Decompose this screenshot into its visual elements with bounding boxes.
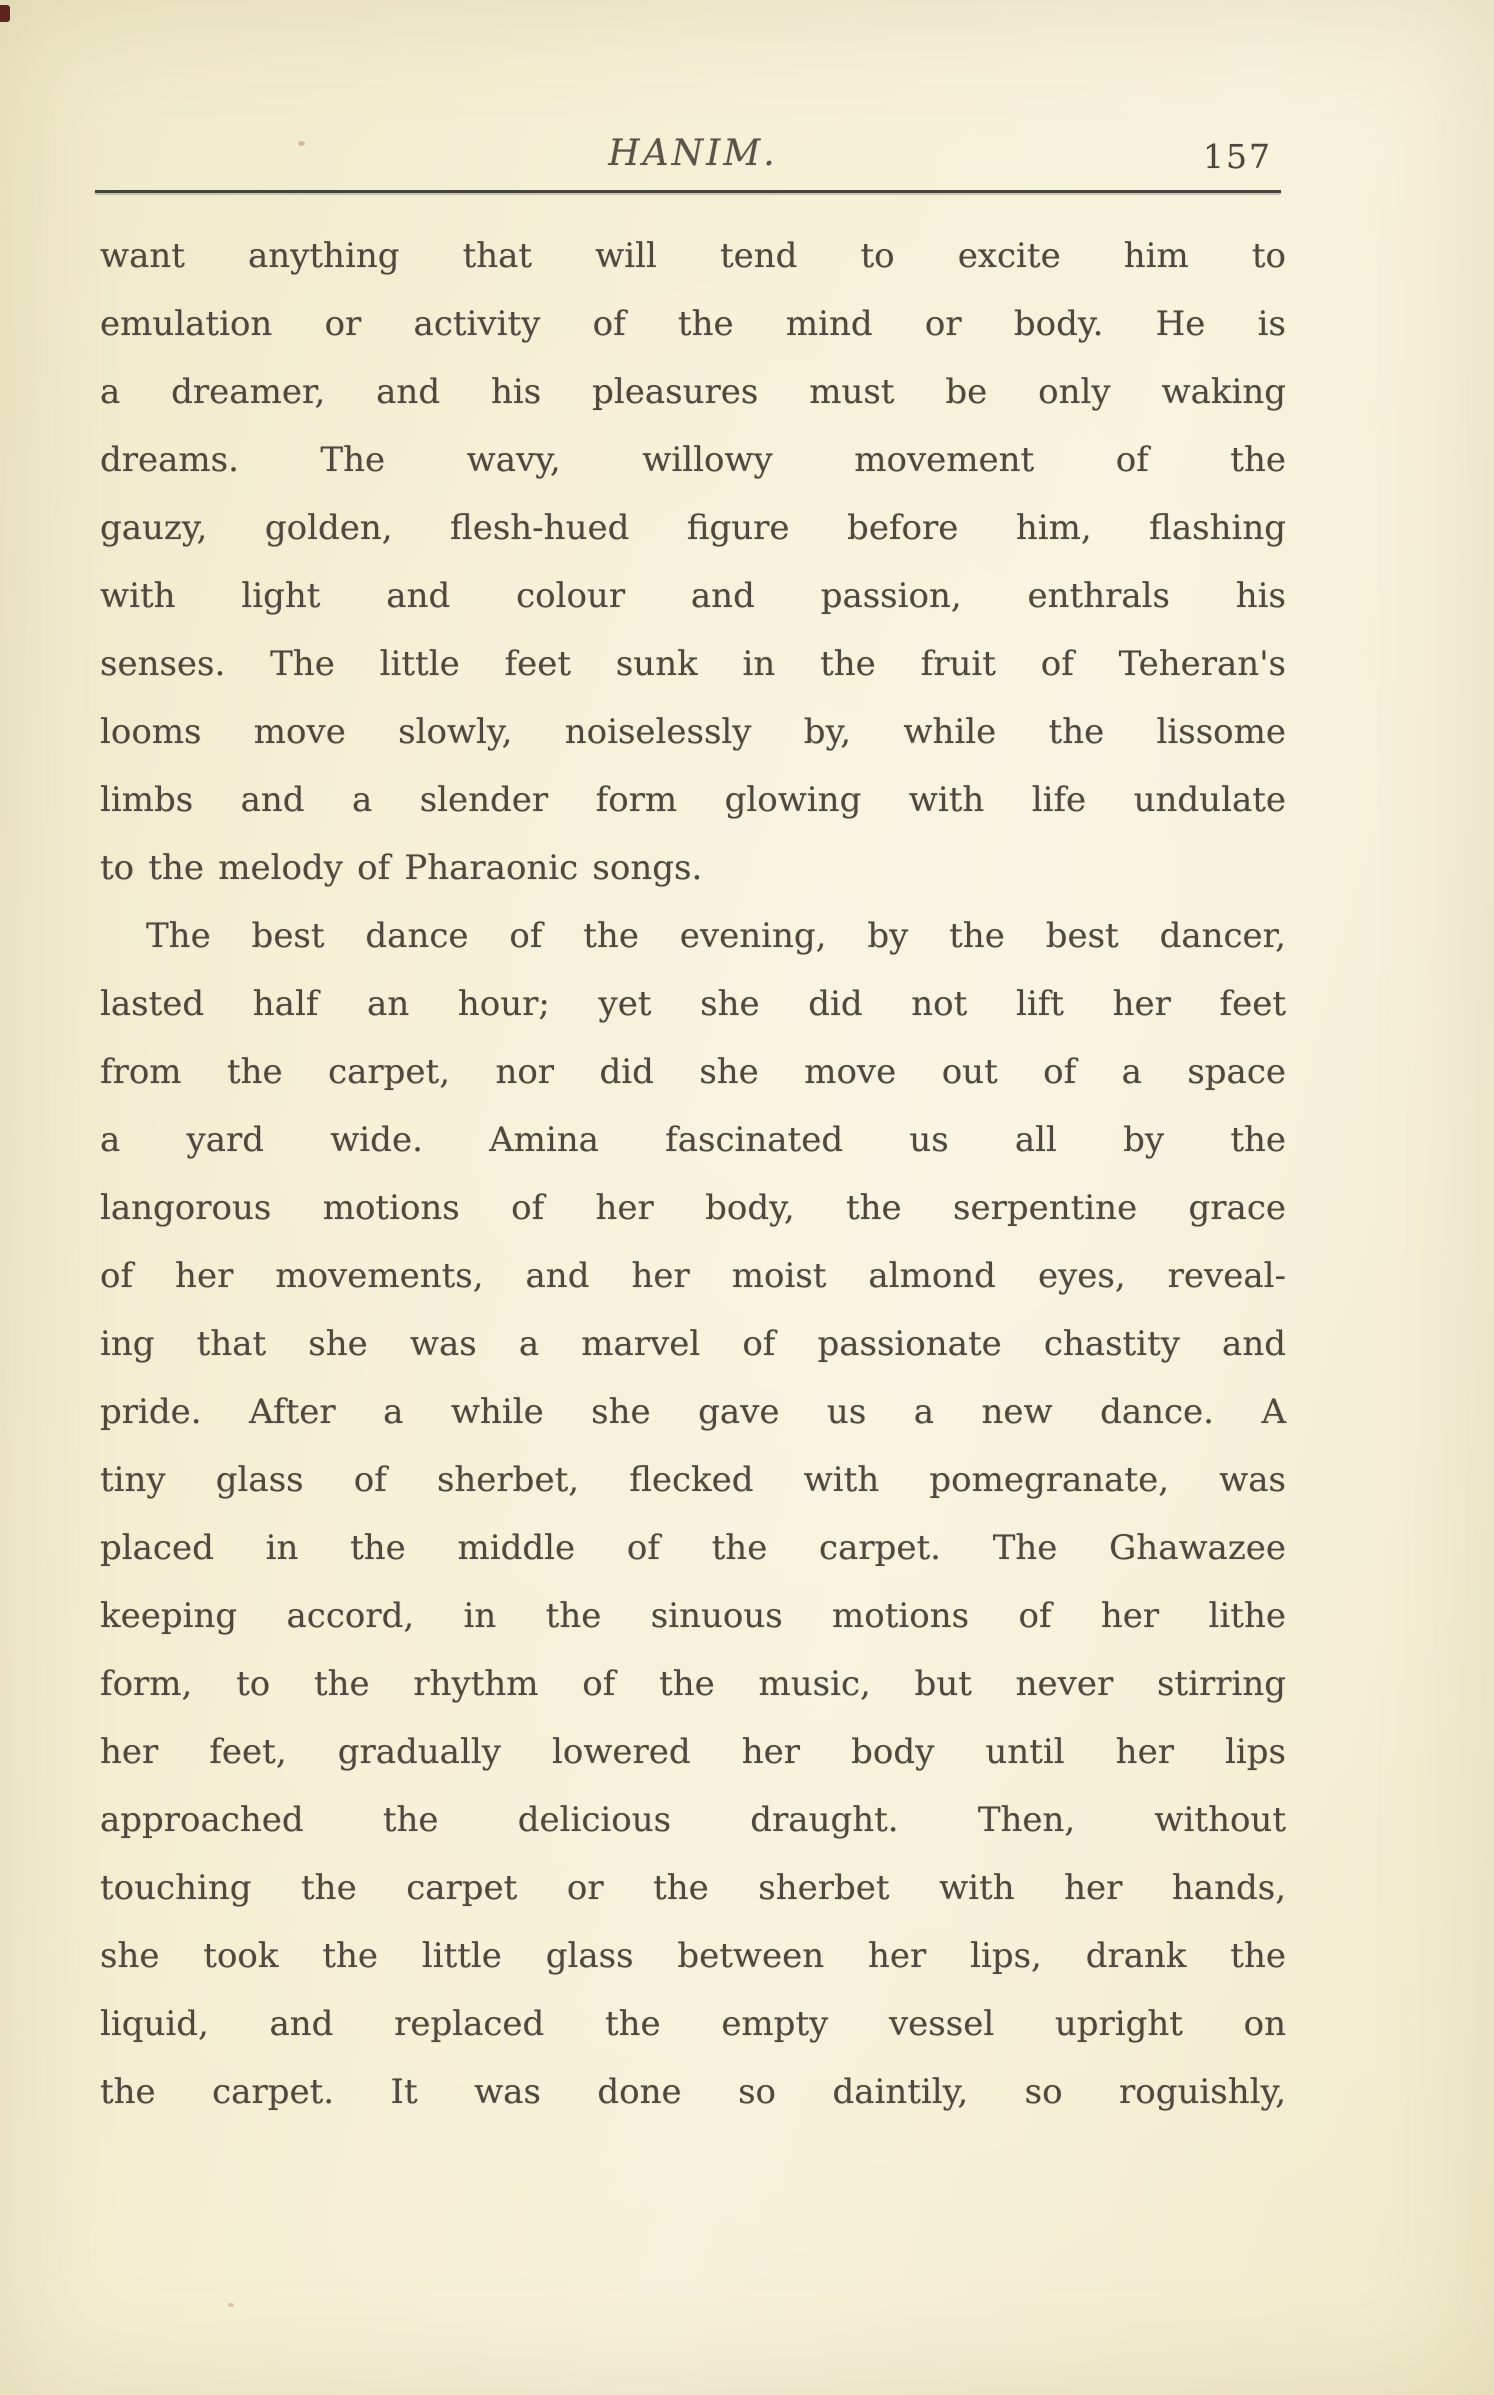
- running-header: [100, 133, 1286, 181]
- text-line: placed in the middle of the carpet. The Ghawazee: [100, 1528, 1286, 1568]
- scan-edge-artifact: [0, 5, 10, 22]
- text-line: her feet, gradually lowered her body until her lips: [100, 1732, 1286, 1772]
- text-line: lasted half an hour; yet she did not lift her feet: [100, 984, 1286, 1024]
- paper-speck: [228, 2303, 234, 2307]
- chapter-title: HANIM.: [608, 133, 778, 174]
- text-line: emulation or activity of the mind or body. He is: [100, 304, 1286, 344]
- text-line: The best dance of the evening, by the best dancer,: [146, 916, 1286, 956]
- text-line: from the carpet, nor did she move out of a space: [100, 1052, 1286, 1092]
- text-line: langorous motions of her body, the serpentine grace: [100, 1188, 1286, 1228]
- text-line: with light and colour and passion, enthrals his: [100, 576, 1286, 616]
- text-line: tiny glass of sherbet, flecked with pomegranate, was: [100, 1460, 1286, 1500]
- text-line: looms move slowly, noiselessly by, while the lissome: [100, 712, 1286, 752]
- text-line: a dreamer, and his pleasures must be only waking: [100, 372, 1286, 412]
- text-line: to the melody of Pharaonic songs.: [100, 848, 703, 888]
- text-line: keeping accord, in the sinuous motions of her lithe: [100, 1596, 1286, 1636]
- text-line: form, to the rhythm of the music, but never stirring: [100, 1664, 1286, 1704]
- text-line: gauzy, golden, flesh-hued figure before him, flashing: [100, 508, 1286, 548]
- text-block: [100, 222, 1286, 2126]
- text-line: pride. After a while she gave us a new dance. A: [100, 1392, 1286, 1432]
- text-line: senses. The little feet sunk in the fruit of Teheran's: [100, 644, 1286, 684]
- page-number: 157: [1203, 137, 1272, 176]
- text-line: approached the delicious draught. Then, without: [100, 1800, 1286, 1840]
- text-line: want anything that will tend to excite him to: [100, 236, 1286, 276]
- text-line: ing that she was a marvel of passionate chastity and: [100, 1324, 1286, 1364]
- text-line: she took the little glass between her lips, drank the: [100, 1936, 1286, 1976]
- text-line: of her movements, and her moist almond eyes, reveal-: [100, 1256, 1286, 1296]
- text-line: a yard wide. Amina fascinated us all by the: [100, 1120, 1286, 1160]
- text-line: the carpet. It was done so daintily, so roguishly,: [100, 2072, 1286, 2112]
- text-line: touching the carpet or the sherbet with her hands,: [100, 1868, 1286, 1908]
- text-line: limbs and a slender form glowing with life undulate: [100, 780, 1286, 820]
- text-line: liquid, and replaced the empty vessel upright on: [100, 2004, 1286, 2044]
- header-rule: [95, 190, 1281, 193]
- text-line: dreams. The wavy, willowy movement of the: [100, 440, 1286, 480]
